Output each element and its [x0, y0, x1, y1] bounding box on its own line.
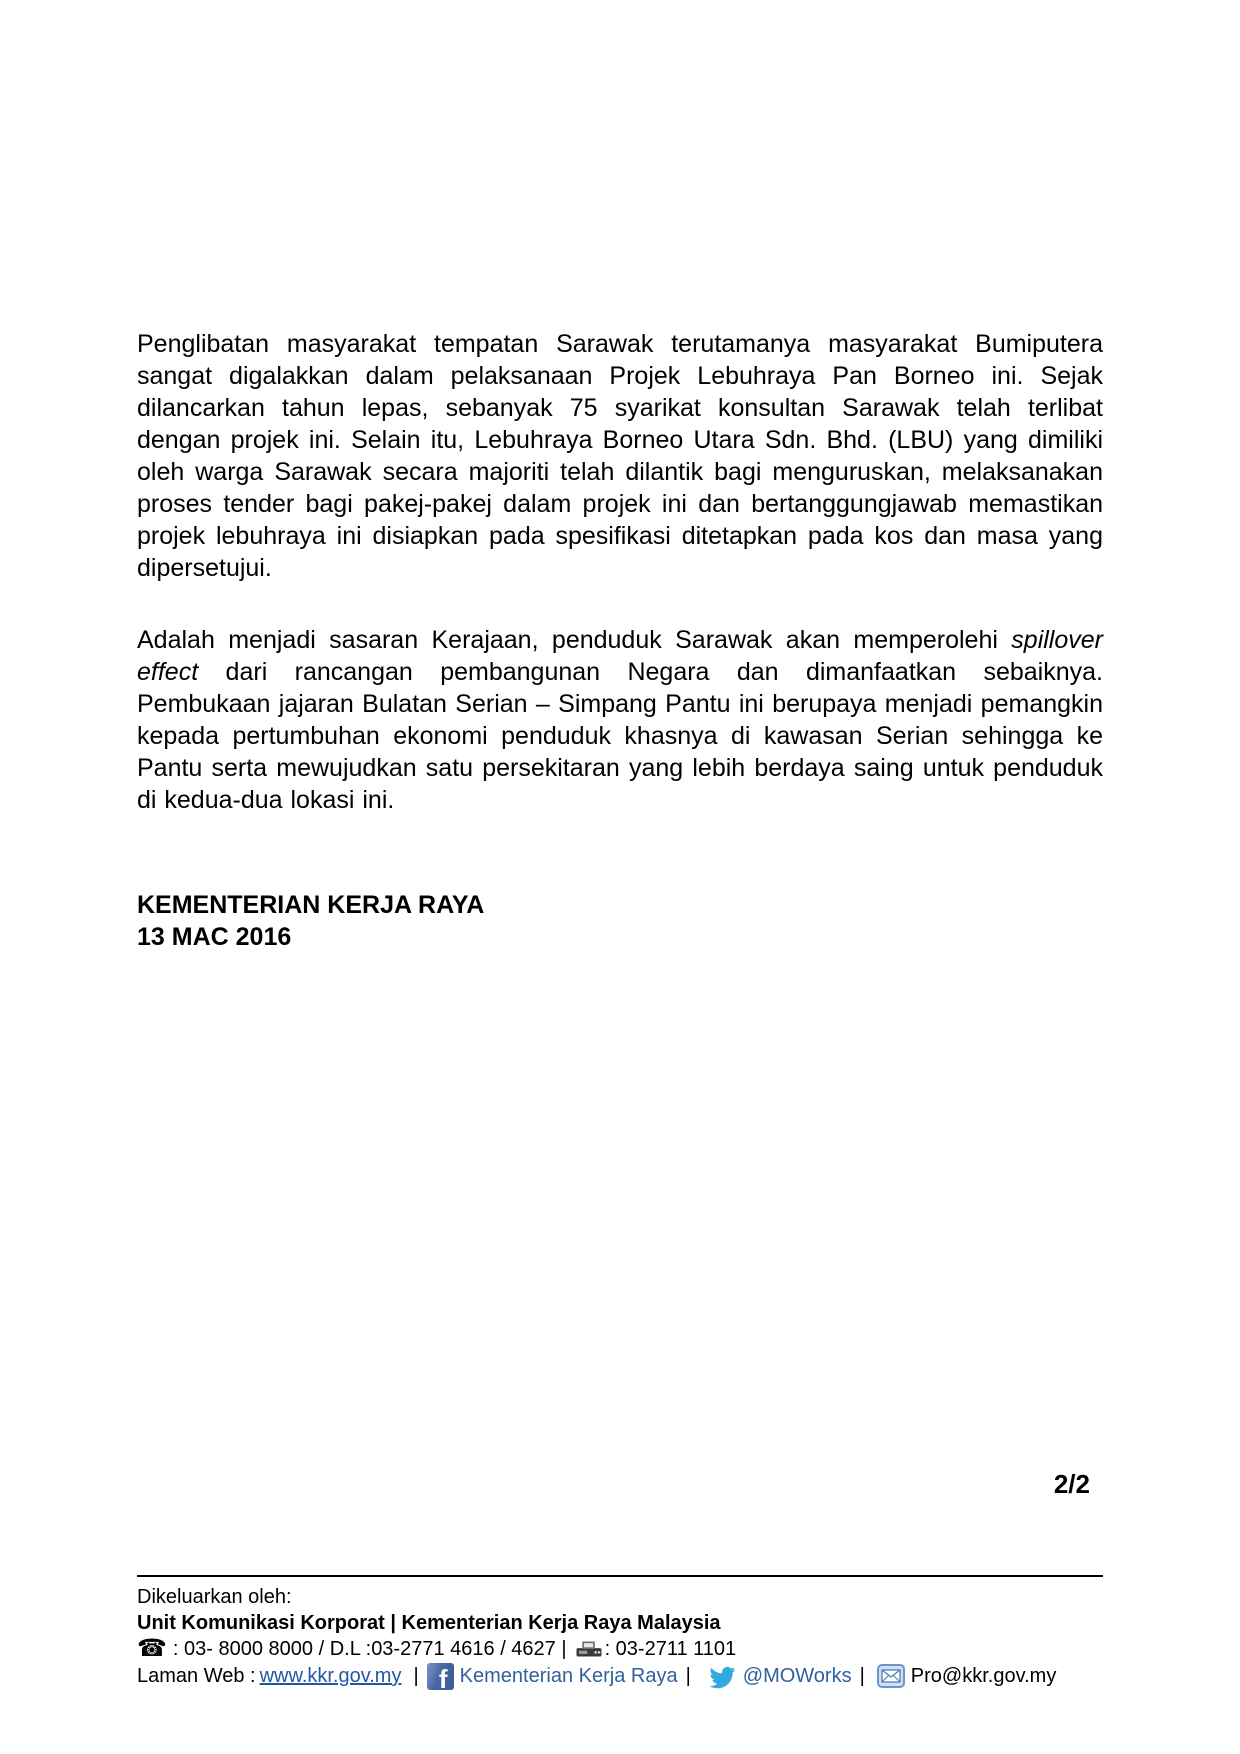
- signature-block: [137, 889, 484, 953]
- separator: |: [859, 1665, 865, 1687]
- paragraph-2-text-post: dari rancangan pembangunan Negara dan dimanfaatkan sebaiknya. Pembukaan jajaran Bulatan Serian – Simpang Pantu ini berupaya menjadi pemangkin kepada pertumbuhan ekonomi penduduk khasnya di kawasan Serian sehingga ke Pantu serta mewujudkan satu persekitaran yang lebih berdaya saing untuk penduduk di kedua-dua lokasi ini.: [137, 658, 1103, 814]
- footer-unit-name: Unit Komunikasi Korporat | Kementerian Kerja Raya Malaysia: [137, 1612, 721, 1634]
- paragraph-2-text-pre: Adalah menjadi sasaran Kerajaan, penduduk Sarawak akan memperolehi: [137, 626, 1012, 654]
- footer-issued-by: Dikeluarkan oleh:: [137, 1586, 292, 1608]
- paragraph-1: Penglibatan masyarakat tempatan Sarawak terutamanya masyarakat Bumiputera sangat digalakkan dalam pelaksanaan Projek Lebuhraya Pan Borneo ini. Sejak dilancarkan tahun lepas, sebanyak 75 syarikat konsultan Sarawak telah terlibat dengan projek ini. Selain itu, Lebuhraya Borneo Utara Sdn. Bhd. (LBU) yang dimiliki oleh warga Sarawak secara majoriti telah dilantik bagi menguruskan, melaksanakan proses tender bagi pakej-pakej dalam projek ini dan bertanggungjawab memastikan projek lebuhraya ini disiapkan pada spesifikasi ditetapkan pada kos dan masa yang dipersetujui.: [137, 330, 1103, 582]
- paragraph-2-italic-phrase: spillover effect: [137, 626, 1103, 686]
- website-link[interactable]: www.kkr.gov.my: [259, 1665, 402, 1687]
- footer-links-line: [137, 1662, 1103, 1690]
- signature-ministry: KEMENTERIAN KERJA RAYA: [137, 891, 485, 919]
- email-address: Pro@kkr.gov.my: [910, 1665, 1057, 1687]
- facebook-icon[interactable]: [427, 1663, 454, 1690]
- paragraph-2: [137, 624, 1103, 816]
- facebook-page-link[interactable]: Kementerian Kerja Raya: [459, 1665, 678, 1687]
- footer-divider: [137, 1575, 1103, 1577]
- fax-number: : 03-2711 1101: [604, 1638, 737, 1660]
- page-number: 2/2: [1053, 1469, 1090, 1499]
- footer-contacts-line: [137, 1636, 1103, 1662]
- signature-date: 13 MAC 2016: [137, 923, 292, 951]
- fax-icon: [575, 1639, 603, 1659]
- twitter-handle-link[interactable]: @MOWorks: [742, 1665, 852, 1687]
- phone-icon: ☎: [137, 1635, 167, 1662]
- footer: [137, 1575, 1103, 1690]
- phone-numbers: : 03- 8000 8000 / D.L :03-2771 4616 / 4627 |: [172, 1638, 567, 1660]
- web-label: Laman Web :: [137, 1665, 256, 1687]
- facebook-glyph: f: [438, 1663, 448, 1690]
- separator: |: [685, 1665, 691, 1687]
- separator: |: [413, 1665, 419, 1687]
- email-icon[interactable]: [877, 1664, 905, 1688]
- twitter-icon[interactable]: [705, 1662, 737, 1690]
